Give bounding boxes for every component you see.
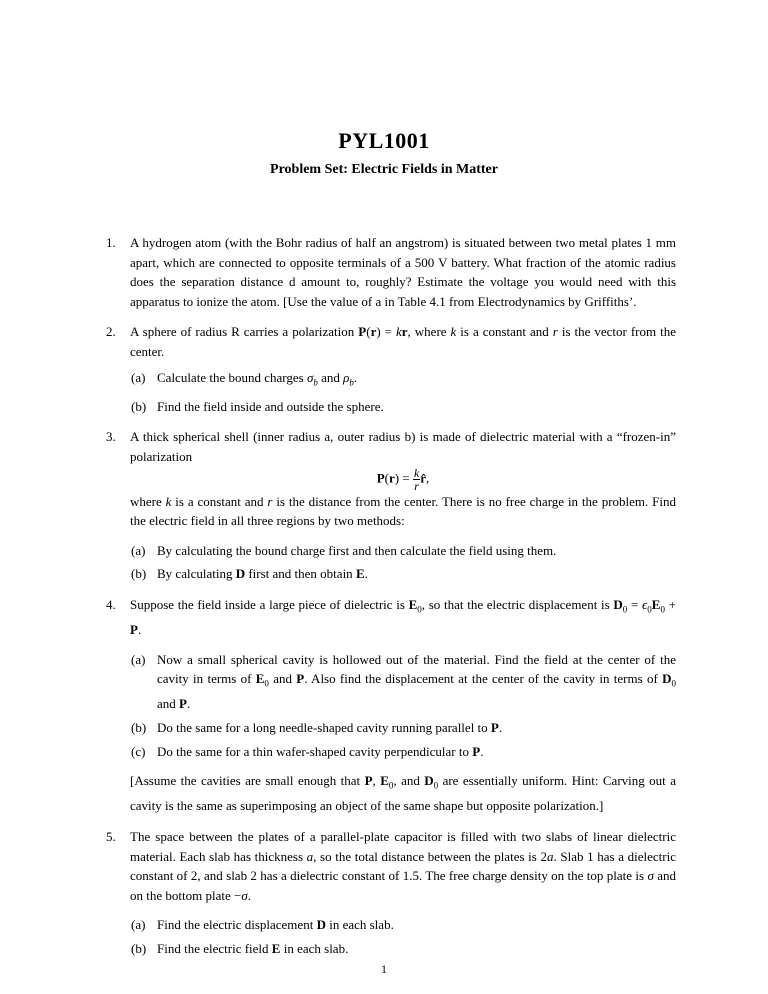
problem-text-continued: where k is a constant and r is the distance from the center. There is no free charge in the problem. Find the electric field in all three regions by two methods: (130, 493, 676, 529)
subpart-list (130, 650, 676, 762)
page-title: PYL1001 (338, 128, 430, 153)
problem-text: A sphere of radius R carries a polarization P(r) = kr, where k is a constant and r is the vector from the center. (130, 324, 676, 359)
problem-note: [Assume the cavities are small enough that P, $E_0$, and $D_0$ are essentially uniform. Hint: Carving out a cavity is the same as superimposing an object of the same shape but opposite polarization.] (130, 773, 676, 814)
problem-number: 3. (106, 429, 116, 445)
problem-3 (106, 427, 676, 584)
subpart: (c) Do the same for a thin wafer-shaped cavity perpendicular to P. (131, 743, 484, 759)
problem-text: Suppose the field inside a large piece of dielectric is $E_0$, so that the electric displacement is $D_0 = \epsilon_0E_0 + P$. (130, 596, 676, 638)
subpart-list (130, 915, 676, 958)
subpart: (a) By calculating the bound charge first and then calculate the field using them. (131, 542, 557, 558)
equation: P(r) = $\frac{k}{r}$ r̂, (376, 465, 430, 493)
problem-number: 5. (106, 829, 116, 845)
problem-number: 2. (106, 324, 116, 340)
problem-5 (106, 827, 676, 959)
page-number: 1 (381, 962, 387, 976)
problem-2 (106, 322, 676, 416)
problem-number: 4. (106, 596, 116, 612)
subpart: (b) Find the electric field E in each slab. (131, 941, 349, 956)
subpart: (b) Do the same for a long needle-shaped cavity running parallel to P. (131, 720, 503, 736)
page-subtitle: Problem Set: Electric Fields in Matter (270, 162, 498, 177)
problem-text: A thick spherical shell (inner radius a, outer radius b) is made of dielectric material with a “frozen-in” polarization (130, 429, 676, 464)
subpart: (b) Find the field inside and outside the sphere. (131, 398, 384, 414)
problem-list (106, 233, 676, 970)
subpart: (b) By calculating D first and then obtain E. (131, 566, 368, 582)
subpart: (a) Find the electric displacement D in each slab. (131, 917, 394, 933)
subpart: (a) Now a small spherical cavity is hollowed out of the material. Find the field at the center of the cavity in terms of $E_0$ and P. Also find the displacement at the center of the cavity in terms of $D_0$ and P. (131, 651, 676, 712)
problem-text: A hydrogen atom (with the Bohr radius of half an angstrom) is situated between two metal plates 1 mm apart, which are connected to opposite terminals of a 500 V battery. What fraction of the atomic radius does the separation distance d amount to, roughly? Estimate the voltage you would need with this apparatus to ionize the atom. [Use the value of a in Table 4.1 from Electrodynamics by Griffiths’. (130, 235, 676, 309)
problem-number: 1. (106, 235, 116, 250)
subpart-list (130, 368, 676, 417)
subpart: (a) Calculate the bound charges $\sigma_b$ and $\rho_b$. (131, 369, 358, 388)
problem-4 (106, 595, 676, 816)
problem-text: The space between the plates of a parallel-plate capacitor is filled with two slabs of linear dielectric material. Each slab has thickness a, so the total distance between the plates is 2a. Slab 1 has a dielectric constant of 2, and slab 2 has a dielectric constant of 1.5. The free charge density on the top plate is σ and on the bottom plate −σ. (130, 829, 676, 903)
subpart-list (130, 541, 676, 584)
problem-1 (106, 233, 676, 311)
